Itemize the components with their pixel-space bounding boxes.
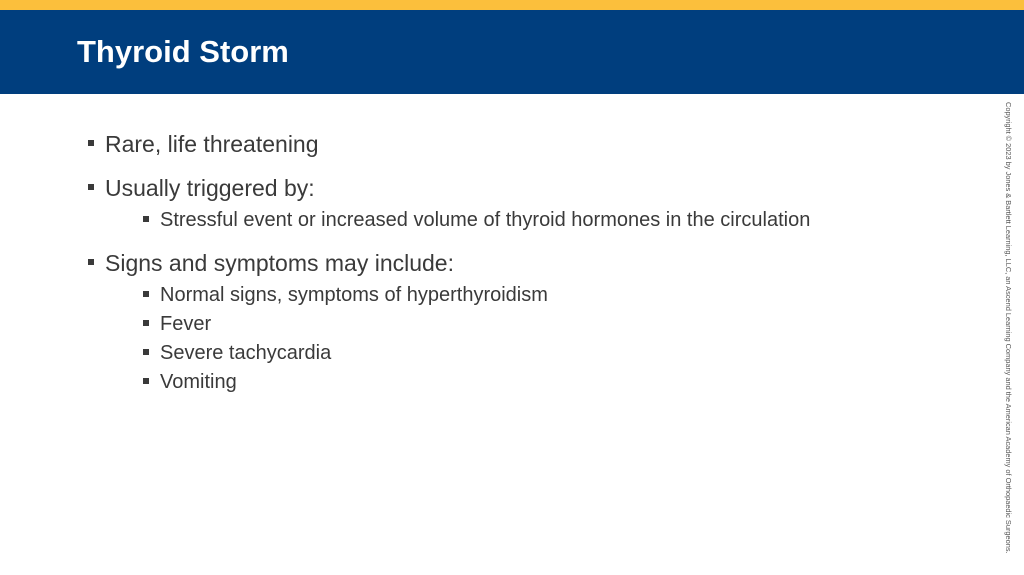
accent-bar <box>0 0 1024 10</box>
sub-bullet-item <box>143 310 968 339</box>
bullet-text: Signs and symptoms may include: <box>105 250 454 276</box>
sub-bullet-text: Severe tachycardia <box>160 342 332 364</box>
bullet-text: Rare, life threatening <box>105 131 319 157</box>
sub-bullet-text: Stressful event or increased volume of thyroid hormones in the circulation <box>160 209 811 231</box>
square-bullet-icon <box>143 216 149 222</box>
sub-bullet-item <box>143 281 968 310</box>
square-bullet-icon <box>143 378 149 384</box>
slide-title: Thyroid Storm <box>77 34 289 69</box>
sub-bullet-text: Fever <box>160 313 212 335</box>
bullet-text: Usually triggered by: <box>105 175 315 201</box>
square-bullet-icon <box>143 291 149 297</box>
sub-bullet-text: Vomiting <box>160 371 237 393</box>
square-bullet-icon <box>143 320 149 326</box>
square-bullet-icon <box>88 140 94 146</box>
square-bullet-icon <box>88 184 94 190</box>
sub-bullet-list <box>105 206 968 235</box>
sub-bullet-item <box>143 206 968 235</box>
sub-bullet-item <box>143 368 968 397</box>
bullet-item <box>88 172 968 235</box>
square-bullet-icon <box>143 349 149 355</box>
bullet-list <box>88 128 968 397</box>
bullet-item <box>88 128 968 160</box>
square-bullet-icon <box>88 259 94 265</box>
sub-bullet-list <box>105 281 968 397</box>
bullet-item <box>88 247 968 397</box>
sub-bullet-item <box>143 339 968 368</box>
sub-bullet-text: Normal signs, symptoms of hyperthyroidism <box>160 284 548 306</box>
copyright-notice: Copyright © 2023 by Jones & Bartlett Learning, LLC, an Ascend Learning Company and the American Academy of Orthopaedic Surgeons. <box>1004 102 1013 554</box>
